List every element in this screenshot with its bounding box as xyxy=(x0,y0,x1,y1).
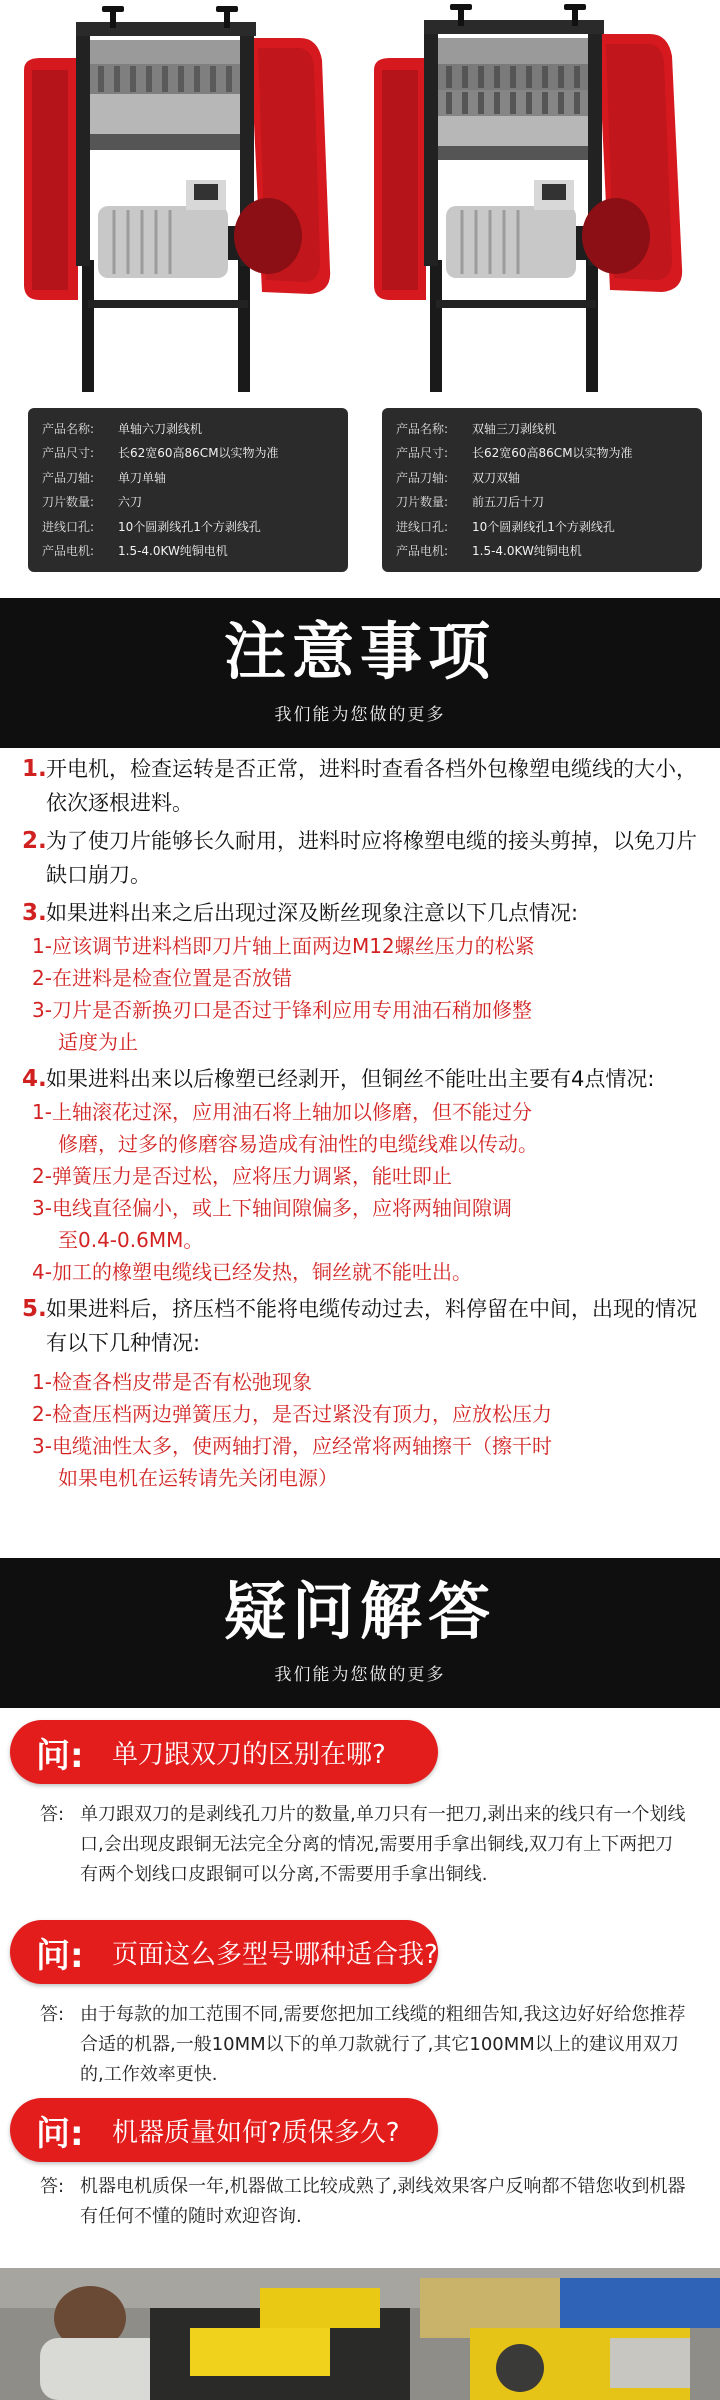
note-subpoint: 3-刀片是否新换刃口是否过于锋利应用专用油石稍加修整 xyxy=(32,998,532,1022)
spec-value: 六刀 xyxy=(118,495,143,510)
spec-key: 产品刀轴: xyxy=(42,470,95,485)
spec-key: 产品名称: xyxy=(42,421,95,436)
note-subpoint-text: 至0.4-0.6MM。 xyxy=(58,1228,204,1252)
spec-value: 10个圆剥线孔1个方剥线孔 xyxy=(118,519,261,534)
note-subpoint: 1-检查各档皮带是否有松弛现象 xyxy=(32,1370,312,1394)
spec-key: 进线口孔: xyxy=(396,519,449,534)
spec-row xyxy=(396,514,688,539)
product-card-double-shaft xyxy=(372,0,712,580)
note-subpoint-text: 适度为止 xyxy=(58,1030,138,1054)
spec-row xyxy=(42,465,334,490)
question-mark-label: 问: xyxy=(36,2113,84,2154)
machine-image-single-shaft xyxy=(18,0,358,400)
spec-row xyxy=(396,441,688,466)
answer-text: 单刀跟双刀的是剥线孔刀片的数量,单刀只有一把刀,剥出来的线只有一个划线口,会出现皮跟铜无法完全分离的情况,需要用手拿出铜线,双刀有上下两把刀有两个划线口皮跟铜可以分离,不需要用手拿出铜线. xyxy=(80,1804,686,1885)
note-subpoint: 2-弹簧压力是否过松，应将压力调紧，能吐即止 xyxy=(32,1164,452,1188)
note-number: 5. xyxy=(22,1296,47,1322)
spec-key: 产品尺寸: xyxy=(396,446,449,461)
spec-value: 单轴六刀剥线机 xyxy=(118,421,203,436)
spec-row xyxy=(42,416,334,441)
question-pill xyxy=(10,1720,438,1784)
spec-key: 产品电机: xyxy=(396,544,449,559)
spec-row xyxy=(396,490,688,515)
spec-key: 产品名称: xyxy=(396,421,449,436)
spec-value: 长62宽60高86CM以实物为准 xyxy=(118,446,279,461)
spec-row xyxy=(42,514,334,539)
note-subpoint: 3-电线直径偏小，或上下轴间隙偏多，应将两轴间隙调 xyxy=(32,1196,512,1220)
note-text: 如果进料后，挤压档不能将电缆传动过去，料停留在中间，出现的情况有以下几种情况: xyxy=(46,1297,697,1355)
machine-image-double-shaft xyxy=(372,0,712,400)
note-text: 开电机，检查运转是否正常，进料时查看各档外包橡塑电缆线的大小，依次逐根进料。 xyxy=(46,757,697,815)
spec-key: 刀片数量: xyxy=(42,495,95,510)
spec-value: 1.5-4.0KW纯铜电机 xyxy=(118,544,228,559)
spec-row xyxy=(42,539,334,564)
notes-banner xyxy=(0,598,720,748)
note-subpoint: 3-电缆油性太多，使两轴打滑，应经常将两轴擦干（擦干时 xyxy=(32,1434,552,1458)
spec-value: 前五刀后十刀 xyxy=(472,495,545,510)
spec-row xyxy=(42,441,334,466)
note-subpoint-text: 如果电机在运转请先关闭电源） xyxy=(58,1466,338,1490)
note-item xyxy=(22,824,698,892)
note-subpoint: 4-加工的橡塑电缆线已经发热，铜丝就不能吐出。 xyxy=(32,1260,472,1284)
spec-key: 产品刀轴: xyxy=(396,470,449,485)
spec-value: 10个圆剥线孔1个方剥线孔 xyxy=(472,519,615,534)
qa-banner-subtitle: 我们能为您做的更多 xyxy=(274,1665,446,1685)
note-text: 如果进料出来以后橡塑已经剥开，但铜丝不能吐出主要有4点情况: xyxy=(46,1067,655,1091)
note-subpoint-text: 修磨，过多的修磨容易造成有油性的电缆线难以传动。 xyxy=(58,1132,538,1156)
note-number: 2. xyxy=(22,828,47,854)
question-mark-label: 问: xyxy=(36,1935,84,1976)
spec-row xyxy=(396,539,688,564)
note-subpoint-continued xyxy=(22,1462,698,1494)
question-pill xyxy=(10,2098,438,2162)
spec-value: 单刀单轴 xyxy=(118,470,167,485)
answer-label: 答: xyxy=(40,1804,65,1825)
note-subpoint-continued xyxy=(22,1224,698,1256)
spec-row xyxy=(42,490,334,515)
note-item xyxy=(22,1292,698,1360)
note-text: 如果进料出来之后出现过深及断丝现象注意以下几点情况: xyxy=(46,901,579,925)
spec-table xyxy=(382,408,702,572)
answer-block xyxy=(40,2172,690,2232)
notes-banner-subtitle: 我们能为您做的更多 xyxy=(274,705,446,725)
notes-banner-title: 注意事项 xyxy=(223,615,496,688)
spec-key: 进线口孔: xyxy=(42,519,95,534)
note-subpoint: 2-检查压档两边弹簧压力，是否过紧没有顶力，应放松压力 xyxy=(32,1402,552,1426)
spec-key: 刀片数量: xyxy=(396,495,449,510)
note-item xyxy=(22,896,698,930)
spec-value: 双轴三刀剥线机 xyxy=(472,421,557,436)
note-number: 4. xyxy=(22,1066,47,1092)
spec-value: 1.5-4.0KW纯铜电机 xyxy=(472,544,582,559)
answer-text: 机器电机质保一年,机器做工比较成熟了,剥线效果客户反响都不错您收到机器有任何不懂的随时欢迎咨询. xyxy=(80,2176,686,2227)
question-pill xyxy=(10,1920,438,1984)
workshop-photo xyxy=(0,2268,720,2400)
note-subpoint: 1-应该调节进料档即刀片轴上面两边M12螺丝压力的松紧 xyxy=(32,934,535,958)
note-item xyxy=(22,1062,698,1096)
qa-banner-title: 疑问解答 xyxy=(223,1575,496,1648)
answer-block xyxy=(40,2000,690,2090)
question-text: 机器质量如何?质保多久? xyxy=(112,2117,400,2148)
product-showcase xyxy=(0,0,720,590)
spec-key: 产品电机: xyxy=(42,544,95,559)
answer-label: 答: xyxy=(40,2004,65,2025)
note-subpoint-continued xyxy=(22,1026,698,1058)
question-mark-label: 问: xyxy=(36,1735,84,1776)
note-item xyxy=(22,752,698,820)
answer-text: 由于每款的加工范围不同,需要您把加工线缆的粗细告知,我这边好好给您推荐合适的机器,一般10MM以下的单刀款就行了,其它100MM以上的建议用双刀的,工作效率更快. xyxy=(80,2004,686,2085)
notes-list xyxy=(0,752,720,1552)
spec-row xyxy=(396,465,688,490)
question-text: 页面这么多型号哪种适合我? xyxy=(112,1939,438,1970)
note-number: 1. xyxy=(22,756,47,782)
spec-key: 产品尺寸: xyxy=(42,446,95,461)
spec-value: 双刀双轴 xyxy=(472,470,521,485)
note-text: 为了使刀片能够长久耐用，进料时应将橡塑电缆的接头剪掉，以免刀片缺口崩刀。 xyxy=(46,829,697,887)
answer-block xyxy=(40,1800,690,1890)
product-card-single-shaft xyxy=(18,0,358,580)
answer-label: 答: xyxy=(40,2176,65,2197)
spec-value: 长62宽60高86CM以实物为准 xyxy=(472,446,633,461)
note-subpoint: 1-上轴滚花过深，应用油石将上轴加以修磨，但不能过分 xyxy=(32,1100,532,1124)
question-text: 单刀跟双刀的区别在哪? xyxy=(112,1739,386,1770)
note-number: 3. xyxy=(22,900,47,926)
note-subpoint-continued xyxy=(22,1128,698,1160)
note-subpoint: 2-在进料是检查位置是否放错 xyxy=(32,966,292,990)
spec-row xyxy=(396,416,688,441)
spec-table xyxy=(28,408,348,572)
qa-banner xyxy=(0,1558,720,1708)
